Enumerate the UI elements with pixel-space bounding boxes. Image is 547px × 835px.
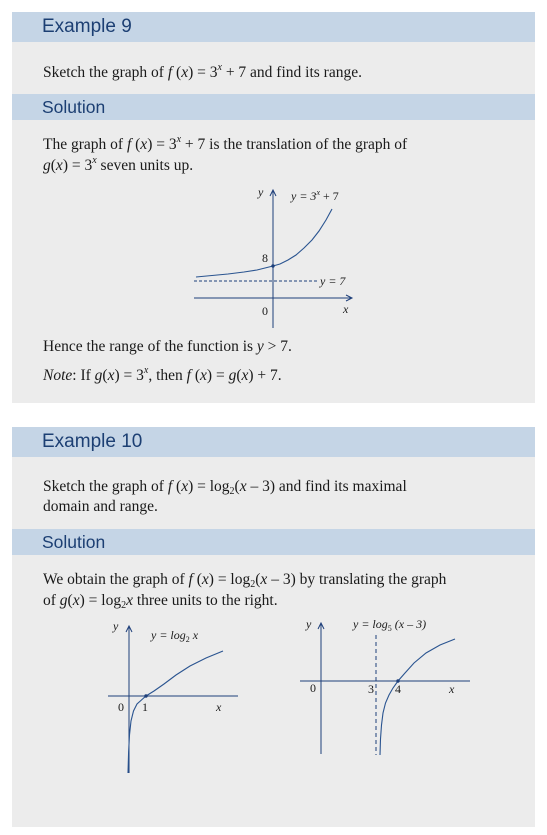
example-9-solution-line-1: The graph of f $(x) = 3^x + 7$ is the translation of the graph of	[43, 134, 408, 153]
x-axis-label: x	[343, 302, 349, 316]
example-10-question-line-2: domain and range.	[43, 498, 158, 515]
example-10-solution-title: Solution	[42, 532, 106, 552]
x-axis-label: x	[449, 682, 455, 696]
curve-label: $y = \log_2 x$	[151, 628, 199, 644]
example-9-title: Example 9	[42, 16, 132, 37]
example-10-question-line-1: Sketch the graph of f $(x) = \log_2(x - 3)$ and find its maximal	[43, 478, 407, 497]
curve-log5-x-minus-3	[380, 639, 455, 755]
asymptote-label: 3	[368, 682, 374, 696]
example-9-question: Sketch the graph of f $(x) = 3^x + 7$ and find its range.	[43, 62, 362, 81]
x-intercept-label: 1	[142, 700, 148, 714]
example-9-note: Note: If $g(x) = 3^x$, then f (x) = g(x) + 7.	[43, 365, 282, 384]
example-9-range-line: Hence the range of the function is y > 7.	[43, 338, 292, 355]
example-10-solution-line-2: of $g(x) = \log_2x$ three units to the right.	[43, 592, 278, 611]
y-axis-label: y	[306, 617, 312, 631]
y-intercept-label: 8	[262, 251, 268, 265]
example-10-title: Example 10	[42, 431, 143, 452]
asymptote-label: y = 7	[320, 274, 346, 288]
y-axis-label: y	[113, 619, 119, 633]
example-9-box	[12, 12, 535, 403]
example-9-solution-line-2: $g(x) = 3^x$ seven units up.	[43, 155, 194, 174]
example-10-solution-line-1: We obtain the graph of f $(x) = \log_2(x - 3)$ by translating the graph	[43, 571, 447, 590]
y-intercept-point	[271, 264, 274, 267]
curve-3x-plus-7	[196, 209, 332, 277]
example-9-solution-title: Solution	[42, 97, 106, 117]
x-intercept-label: 4	[395, 682, 401, 696]
origin-label: 0	[310, 681, 316, 695]
graph-log5-x-minus-3	[12, 427, 535, 827]
example-10-box	[12, 427, 535, 827]
curve-label: $y = 3^x + 7$	[291, 188, 339, 203]
origin-label: 0	[262, 304, 268, 318]
x-axis-label: x	[216, 700, 222, 714]
y-axis-label: y	[258, 185, 264, 199]
curve-label: $y = \log_5 (x - 3)$	[353, 617, 427, 633]
origin-label: 0	[118, 700, 124, 714]
